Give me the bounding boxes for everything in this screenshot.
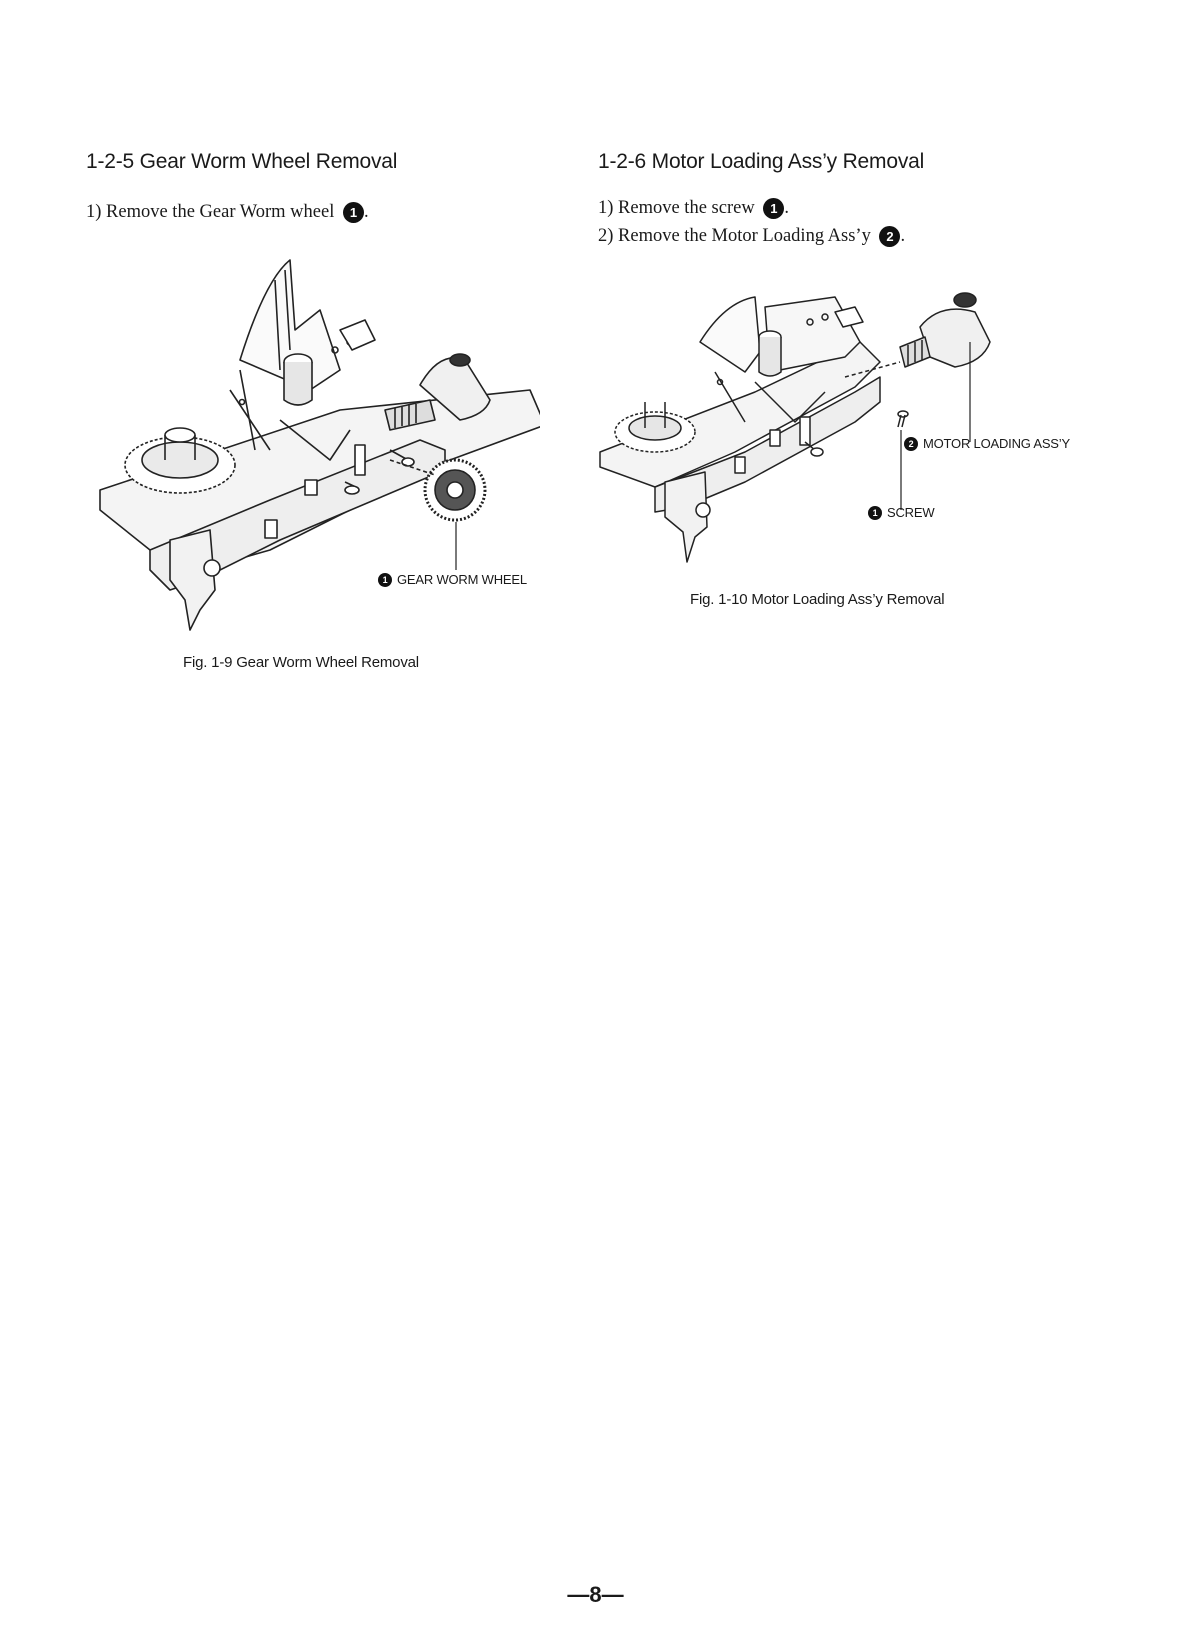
callout-label: SCREW bbox=[887, 505, 935, 520]
callout-label: GEAR WORM WHEEL bbox=[397, 572, 527, 587]
callout-label: MOTOR LOADING ASS’Y bbox=[923, 436, 1070, 451]
callout-badge: 1 bbox=[378, 573, 392, 587]
page-number: —8— bbox=[567, 1582, 624, 1607]
step-text: 2) Remove the Motor Loading Ass’y bbox=[598, 226, 871, 246]
step-text: 1) Remove the Gear Worm wheel bbox=[86, 202, 335, 222]
callout-motor-loading-assy bbox=[904, 436, 1070, 451]
step-tail: . bbox=[900, 226, 906, 246]
step-1 bbox=[598, 198, 789, 219]
step-1 bbox=[86, 202, 369, 223]
callout-gear-worm-wheel bbox=[378, 572, 527, 587]
figure-caption: Fig. 1-10 Motor Loading Ass’y Removal bbox=[690, 591, 945, 608]
figure-motor-loading-assy bbox=[595, 282, 1015, 572]
callout-badge: 1 bbox=[868, 506, 882, 520]
step-badge: 1 bbox=[343, 202, 364, 223]
step-tail: . bbox=[784, 198, 789, 218]
callout-screw bbox=[868, 505, 934, 520]
callout-badge: 2 bbox=[904, 437, 918, 451]
step-badge: 1 bbox=[763, 198, 784, 219]
figure-gear-worm-wheel bbox=[90, 250, 540, 650]
step-2 bbox=[598, 226, 905, 247]
figure-caption: Fig. 1-9 Gear Worm Wheel Removal bbox=[183, 654, 419, 671]
section-title: 1-2-6 Motor Loading Ass’y Removal bbox=[598, 150, 925, 173]
section-title: 1-2-5 Gear Worm Wheel Removal bbox=[86, 150, 398, 173]
step-badge: 2 bbox=[879, 226, 900, 247]
step-text: 1) Remove the screw bbox=[598, 198, 755, 218]
step-tail: . bbox=[363, 202, 369, 222]
